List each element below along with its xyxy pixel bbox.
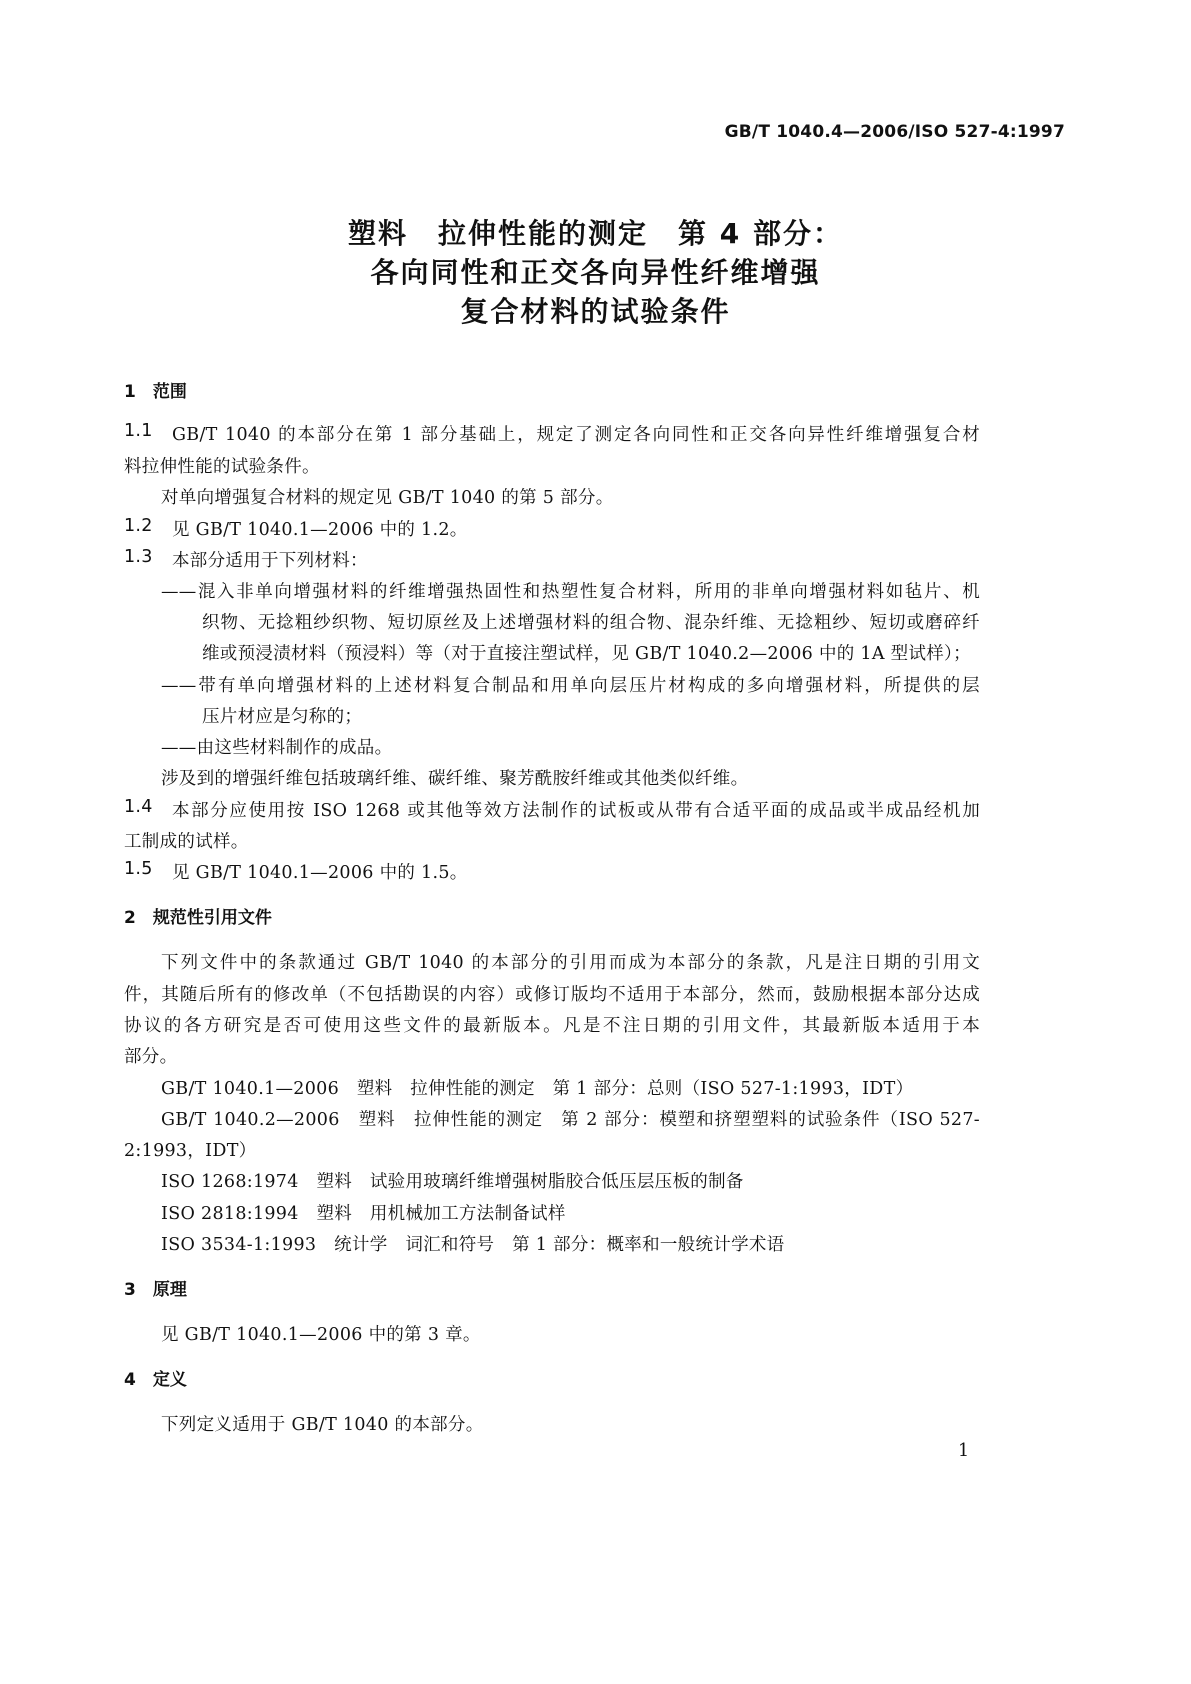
section-3-text: 见 GB/T 1040.1—2006 中的第 3 章。: [161, 1325, 481, 1345]
standard-number-header: GB/T 1040.4—2006/ISO 527-4:1997: [724, 122, 1065, 142]
list-item-2-line-2: 压片材应是匀称的；: [202, 707, 363, 727]
reference-iso-2818: ISO 2818:1994 塑料 用机械加工方法制备试样: [161, 1204, 566, 1224]
clause-1-5-text: 见 GB/T 1040.1—2006 中的 1.5。: [172, 863, 468, 883]
section-2-para-line-4: 部分。: [124, 1047, 178, 1067]
reference-iso-3534-1: ISO 3534-1:1993 统计学 词汇和符号 第 1 部分：概率和一般统计学术语: [161, 1235, 785, 1255]
section-2-para-line-2: 件，其随后所有的修改单（不包括勘误的内容）或修订版均不适用于本部分，然而，鼓励根据本部分达成: [124, 985, 980, 1005]
clause-1-4-number: 1.4: [124, 797, 153, 817]
section-2-para-line-3: 协议的各方研究是否可使用这些文件的最新版本。凡是不注日期的引用文件，其最新版本适用于本: [124, 1016, 980, 1036]
clause-1-2-number: 1.2: [124, 516, 153, 536]
list-item-3: ——由这些材料制作的成品。: [161, 738, 393, 758]
document-title-line-1: 塑料 拉伸性能的测定 第 4 部分：: [348, 217, 843, 250]
clause-1-2-text: 见 GB/T 1040.1—2006 中的 1.2。: [172, 520, 468, 540]
clause-1-4-line-1: 本部分应使用按 ISO 1268 或其他等效方法制作的试板或从带有合适平面的成品或半成品经机加: [172, 801, 980, 821]
document-title-line-2: 各向同性和正交各向异性纤维增强: [370, 256, 821, 289]
list-item-1-line-3: 维或预浸渍材料（预浸料）等（对于直接注塑试样，见 GB/T 1040.2—2006 中的 1A 型试样）；: [202, 644, 971, 664]
clause-1-1-line-3: 对单向增强复合材料的规定见 GB/T 1040 的第 5 部分。: [161, 488, 614, 508]
section-4-heading: 4 定义: [124, 1370, 187, 1390]
clause-1-3-fibres-note: 涉及到的增强纤维包括玻璃纤维、碳纤维、聚芳酰胺纤维或其他类似纤维。: [161, 769, 749, 789]
reference-iso-1268: ISO 1268:1974 塑料 试验用玻璃纤维增强树脂胶合低压层压板的制备: [161, 1172, 744, 1192]
list-item-1-line-1: ——混入非单向增强材料的纤维增强热固性和热塑性复合材料，所用的非单向增强材料如毡片、机: [161, 582, 980, 602]
reference-gbt-1040-2-line-1: GB/T 1040.2—2006 塑料 拉伸性能的测定 第 2 部分：模塑和挤塑塑料的试验条件（ISO 527-: [161, 1110, 980, 1130]
page-number: 1: [958, 1441, 970, 1461]
list-item-2-line-1: ——带有单向增强材料的上述材料复合制品和用单向层压片材构成的多向增强材料，所提供的层: [161, 676, 980, 696]
reference-gbt-1040-2-line-2: 2:1993，IDT）: [124, 1141, 257, 1161]
section-2-heading: 2 规范性引用文件: [124, 908, 272, 928]
clause-1-3-number: 1.3: [124, 547, 153, 567]
clause-1-3-text: 本部分适用于下列材料：: [172, 551, 368, 571]
clause-1-5-number: 1.5: [124, 859, 153, 879]
section-3-heading: 3 原理: [124, 1280, 187, 1300]
section-2-para-line-1: 下列文件中的条款通过 GB/T 1040 的本部分的引用而成为本部分的条款，凡是注日期的引用文: [161, 953, 980, 973]
reference-gbt-1040-1: GB/T 1040.1—2006 塑料 拉伸性能的测定 第 1 部分：总则（ISO 527-1:1993，IDT）: [161, 1079, 914, 1099]
section-4-text: 下列定义适用于 GB/T 1040 的本部分。: [161, 1415, 484, 1435]
document-title-line-3: 复合材料的试验条件: [460, 295, 731, 328]
section-1-heading: 1 范围: [124, 382, 187, 402]
list-item-1-line-2: 织物、无捻粗纱织物、短切原丝及上述增强材料的组合物、混杂纤维、无捻粗纱、短切或磨碎纤: [202, 613, 980, 633]
clause-1-1-number: 1.1: [124, 421, 153, 441]
clause-1-1-line-2: 料拉伸性能的试验条件。: [124, 457, 320, 477]
clause-1-4-line-2: 工制成的试样。: [124, 832, 249, 852]
clause-1-1-line-1: GB/T 1040 的本部分在第 1 部分基础上，规定了测定各向同性和正交各向异性纤维增强复合材: [172, 425, 980, 445]
